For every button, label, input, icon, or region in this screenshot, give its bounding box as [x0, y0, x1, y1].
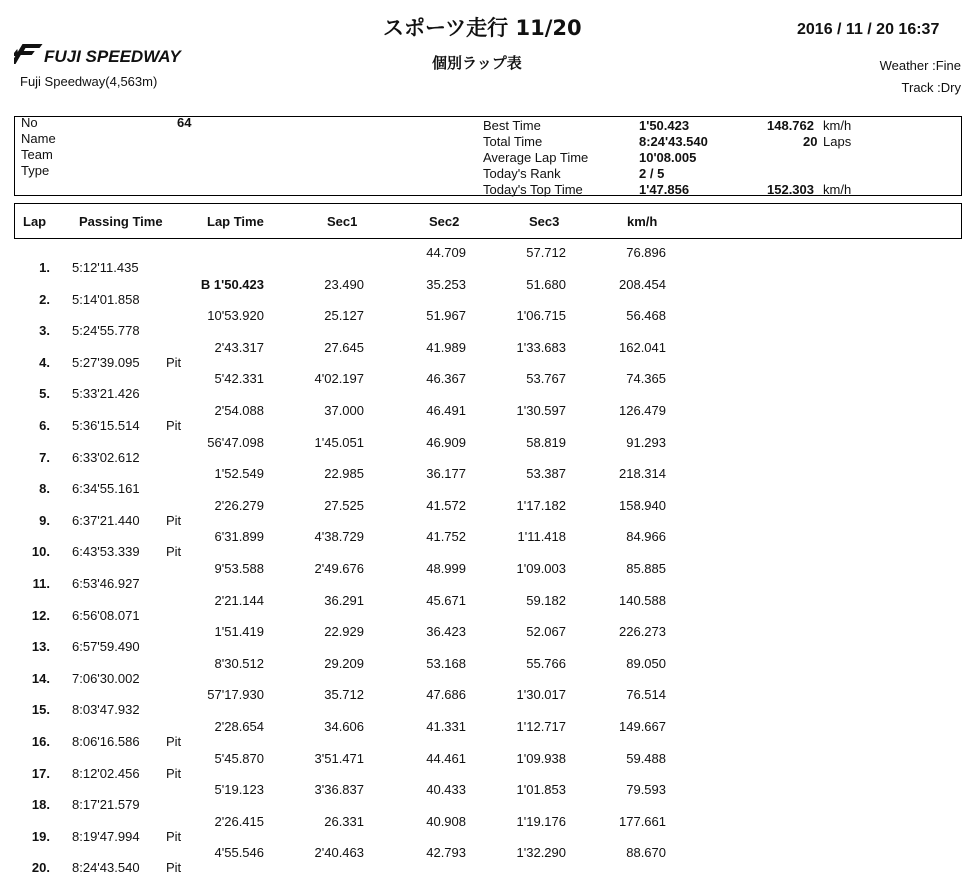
sector3-time: 1'30.017	[516, 687, 566, 702]
sector1-time: 35.712	[324, 687, 364, 702]
top-time-label: Today's Top Time	[483, 182, 583, 197]
passing-time: 6:57'59.490	[72, 639, 140, 654]
sector2-time: 48.999	[426, 561, 466, 576]
lap-number: 5.	[39, 386, 50, 401]
sector2-time: 47.686	[426, 687, 466, 702]
lap-number: 7.	[39, 450, 50, 465]
passing-time: 6:37'21.440	[72, 513, 140, 528]
pit-flag: Pit	[166, 355, 182, 370]
sector3-time: 1'11.418	[517, 529, 566, 544]
passing-time: 8:19'47.994	[72, 829, 140, 844]
passing-time: 5:27'39.095	[72, 355, 140, 370]
fuji-speedway-logo	[14, 38, 264, 77]
track-status: Track :Dry	[901, 80, 961, 95]
report-subtitle: 個別ラップ表	[432, 54, 522, 72]
lap-number: 4.	[39, 355, 50, 370]
lap-number: 10.	[31, 544, 50, 559]
passing-time: 6:43'53.339	[72, 544, 140, 559]
col-sec1: Sec1	[327, 214, 358, 229]
sector3-time: 51.680	[526, 277, 566, 292]
sector3-time: 58.819	[526, 435, 566, 450]
lap-time: 2'28.654	[214, 719, 264, 734]
passing-time: 8:06'16.586	[72, 734, 140, 749]
sector3-time: 1'06.715	[516, 308, 566, 323]
lap-time: 57'17.930	[207, 687, 264, 702]
car-number: 64	[177, 115, 192, 130]
lap-time: 6'31.899	[214, 529, 264, 544]
sector1-time: 25.127	[324, 308, 364, 323]
col-kmh: km/h	[627, 214, 658, 229]
sector3-time: 1'32.290	[516, 845, 566, 860]
lap-number: 12.	[31, 608, 50, 623]
lap-time: 4'55.546	[214, 845, 264, 860]
passing-time: 5:12'11.435	[72, 260, 139, 275]
lap-time: B 1'50.423	[200, 277, 264, 292]
label-no: No	[21, 115, 38, 130]
sector1-time: 23.490	[324, 277, 364, 292]
total-time-value: 8:24'43.540	[639, 134, 708, 149]
lap-time: 5'45.870	[214, 751, 264, 766]
lap-speed: 149.667	[619, 719, 666, 734]
lap-number: 17.	[31, 766, 50, 781]
top-speed-unit: km/h	[823, 182, 852, 197]
fuji-speedway-logo-icon	[14, 38, 264, 72]
sector2-time: 41.331	[426, 719, 466, 734]
sector1-time: 27.645	[324, 340, 364, 355]
col-sec2: Sec2	[429, 214, 460, 229]
passing-time: 6:53'46.927	[72, 576, 140, 591]
lap-number: 19.	[31, 829, 50, 844]
avg-lap-value: 10'08.005	[639, 150, 697, 165]
lap-time: 9'53.588	[214, 561, 264, 576]
circuit-name: Fuji Speedway(4,563m)	[20, 74, 158, 89]
lap-number: 3.	[39, 323, 50, 338]
lap-number: 20.	[31, 860, 50, 875]
lap-time: 2'43.317	[214, 340, 264, 355]
sector2-time: 46.491	[426, 403, 466, 418]
lap-speed: 162.041	[619, 340, 666, 355]
sector2-time: 46.367	[426, 371, 466, 386]
pit-flag: Pit	[166, 544, 182, 559]
lap-speed: 85.885	[626, 561, 666, 576]
sector3-time: 1'19.176	[516, 814, 566, 829]
lap-number: 6.	[39, 418, 50, 433]
lap-time: 2'21.144	[214, 593, 264, 608]
svg-text:FUJI SPEEDWAY: FUJI SPEEDWAY	[44, 47, 181, 66]
sector1-time: 37.000	[324, 403, 364, 418]
sector2-time: 42.793	[426, 845, 466, 860]
sector1-time: 3'36.837	[314, 782, 364, 797]
lap-speed: 218.314	[619, 466, 666, 481]
first-kmh: 76.896	[626, 245, 666, 260]
passing-time: 8:03'47.932	[72, 702, 140, 717]
sector1-time: 4'02.197	[314, 371, 364, 386]
lap-time: 1'51.419	[214, 624, 264, 639]
lap-number: 9.	[39, 513, 50, 528]
best-time-label: Best Time	[483, 118, 541, 133]
label-type: Type	[21, 163, 50, 178]
lap-count-unit: Laps	[823, 134, 852, 149]
passing-time: 6:33'02.612	[72, 450, 140, 465]
top-speed-value: 152.303	[767, 182, 814, 197]
lap-time: 5'42.331	[214, 371, 264, 386]
sector2-time: 46.909	[426, 435, 466, 450]
report-datetime: 2016 / 11 / 20 16:37	[797, 21, 940, 38]
first-sec3: 57.712	[526, 245, 566, 260]
label-name: Name	[21, 131, 56, 146]
lap-speed: 177.661	[619, 814, 666, 829]
lap-speed: 76.514	[626, 687, 666, 702]
pit-flag: Pit	[166, 766, 182, 781]
sector2-time: 41.572	[426, 498, 466, 513]
sector2-time: 44.461	[426, 751, 466, 766]
pit-flag: Pit	[166, 513, 182, 528]
lap-number: 2.	[39, 292, 50, 307]
passing-time: 8:12'02.456	[72, 766, 140, 781]
lap-speed: 158.940	[619, 498, 666, 513]
rank-value: 2 / 5	[639, 166, 665, 181]
report-title: スポーツ走行 11/20	[383, 16, 582, 40]
sector2-time: 35.253	[426, 277, 466, 292]
sector1-time: 4'38.729	[314, 529, 364, 544]
col-sec3: Sec3	[529, 214, 560, 229]
lap-speed: 74.365	[626, 371, 666, 386]
lap-count-value: 20	[803, 134, 818, 149]
passing-time: 5:24'55.778	[72, 323, 140, 338]
sector1-time: 27.525	[324, 498, 364, 513]
col-lap-time: Lap Time	[207, 214, 264, 229]
lap-speed: 126.479	[619, 403, 666, 418]
lap-time: 10'53.920	[207, 308, 264, 323]
sector3-time: 55.766	[526, 656, 566, 671]
pit-flag: Pit	[166, 829, 182, 844]
passing-time: 7:06'30.002	[72, 671, 140, 686]
sector1-time: 26.331	[324, 814, 364, 829]
passing-time: 6:34'55.161	[72, 481, 140, 496]
lap-speed: 226.273	[619, 624, 666, 639]
lap-table-header	[14, 203, 962, 239]
avg-lap-label: Average Lap Time	[483, 150, 589, 165]
lap-speed: 59.488	[626, 751, 666, 766]
lap-time: 2'26.415	[214, 814, 264, 829]
sector3-time: 1'09.938	[516, 751, 566, 766]
lap-time: 1'52.549	[214, 466, 264, 481]
best-speed-value: 148.762	[767, 118, 814, 133]
passing-time: 5:14'01.858	[72, 292, 140, 307]
rank-label: Today's Rank	[483, 166, 561, 181]
passing-time: 8:24'43.540	[72, 860, 140, 875]
best-time-value: 1'50.423	[639, 118, 690, 133]
col-lap: Lap	[23, 214, 47, 229]
total-time-label: Total Time	[483, 134, 543, 149]
passing-time: 8:17'21.579	[72, 797, 140, 812]
weather-status: Weather :Fine	[879, 58, 961, 73]
sector3-time: 1'30.597	[516, 403, 566, 418]
sector3-time: 52.067	[526, 624, 566, 639]
sector2-time: 45.671	[426, 593, 466, 608]
top-time-value: 1'47.856	[639, 182, 690, 197]
sector3-time: 53.767	[526, 371, 566, 386]
lap-time: 5'19.123	[214, 782, 264, 797]
sector1-time: 22.929	[324, 624, 364, 639]
sector2-time: 40.433	[426, 782, 466, 797]
lap-number: 14.	[31, 671, 50, 686]
lap-time: 8'30.512	[214, 656, 264, 671]
lap-speed: 91.293	[626, 435, 666, 450]
label-team: Team	[21, 147, 53, 162]
sector1-time: 2'49.676	[314, 561, 364, 576]
pit-flag: Pit	[166, 860, 182, 875]
lap-speed: 79.593	[626, 782, 666, 797]
col-passing-time: Passing Time	[79, 214, 163, 229]
passing-time: 5:33'21.426	[72, 386, 140, 401]
lap-number: 11.	[32, 576, 50, 591]
lap-number: 13.	[31, 639, 50, 654]
sector2-time: 41.989	[426, 340, 466, 355]
sector3-time: 1'33.683	[516, 340, 566, 355]
passing-time: 6:56'08.071	[72, 608, 140, 623]
driver-summary-box	[14, 116, 962, 196]
sector1-time: 2'40.463	[314, 845, 364, 860]
sector3-time: 1'01.853	[516, 782, 566, 797]
lap-number: 8.	[39, 481, 50, 496]
lap-speed: 140.588	[619, 593, 666, 608]
sector1-time: 1'45.051	[314, 435, 364, 450]
lap-time: 2'54.088	[214, 403, 264, 418]
lap-number: 1.	[39, 260, 50, 275]
passing-time: 5:36'15.514	[72, 418, 140, 433]
pit-flag: Pit	[166, 418, 182, 433]
sector3-time: 1'12.717	[516, 719, 566, 734]
lap-speed: 56.468	[626, 308, 666, 323]
sector3-time: 1'09.003	[516, 561, 566, 576]
pit-flag: Pit	[166, 734, 182, 749]
sector3-time: 53.387	[526, 466, 566, 481]
lap-time: 56'47.098	[207, 435, 264, 450]
lap-speed: 208.454	[619, 277, 666, 292]
first-sec2: 44.709	[426, 245, 466, 260]
sector1-time: 34.606	[324, 719, 364, 734]
sector3-time: 59.182	[526, 593, 566, 608]
lap-number: 18.	[31, 797, 50, 812]
lap-time: 2'26.279	[214, 498, 264, 513]
sector1-time: 22.985	[324, 466, 364, 481]
lap-number: 15.	[31, 702, 50, 717]
sector2-time: 51.967	[426, 308, 466, 323]
sector2-time: 36.423	[426, 624, 466, 639]
sector1-time: 3'51.471	[314, 751, 364, 766]
sector2-time: 41.752	[426, 529, 466, 544]
sector2-time: 40.908	[426, 814, 466, 829]
lap-speed: 88.670	[626, 845, 666, 860]
lap-speed: 89.050	[626, 656, 666, 671]
lap-speed: 84.966	[626, 529, 666, 544]
sector1-time: 36.291	[324, 593, 364, 608]
sector1-time: 29.209	[324, 656, 364, 671]
sector3-time: 1'17.182	[516, 498, 566, 513]
sector2-time: 36.177	[426, 466, 466, 481]
best-speed-unit: km/h	[823, 118, 852, 133]
sector2-time: 53.168	[426, 656, 466, 671]
lap-number: 16.	[31, 734, 50, 749]
